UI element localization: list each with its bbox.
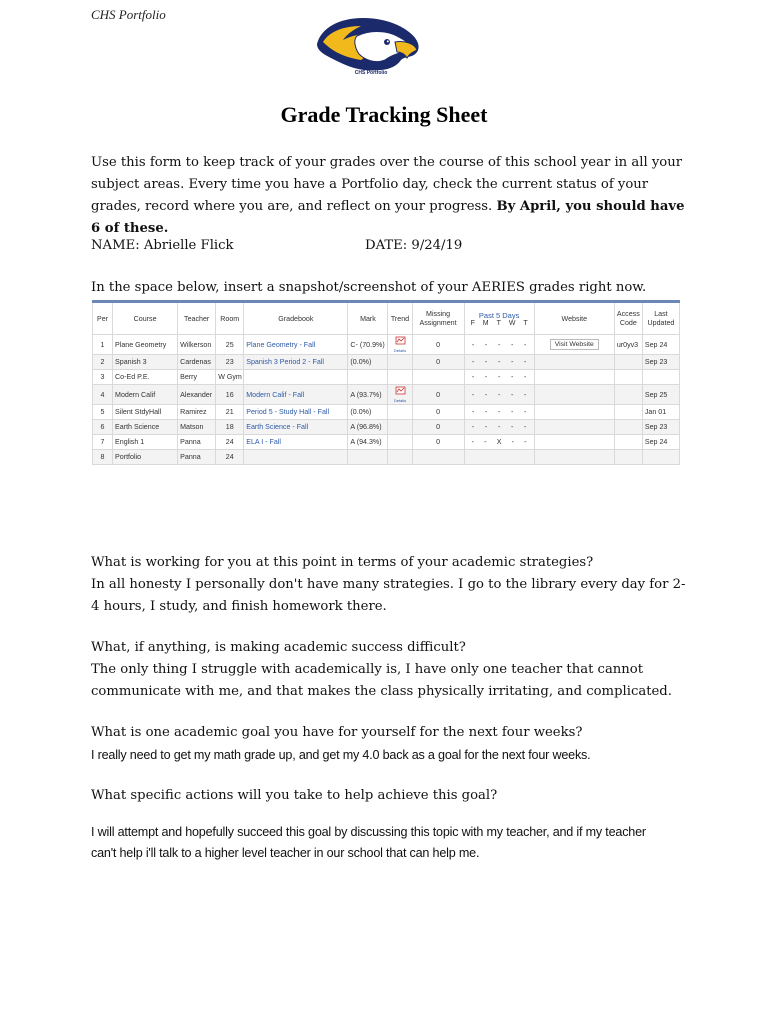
cell-mark: (0.0%) — [348, 355, 388, 370]
day-status: - — [523, 358, 527, 366]
day-status: - — [524, 438, 527, 446]
cell-past-days — [464, 435, 534, 450]
cell-course: Plane Geometry — [113, 335, 178, 355]
day-status: X — [496, 438, 502, 446]
cell-gradebook-link — [244, 450, 348, 465]
day-status: - — [523, 423, 527, 431]
cell-past-days — [464, 370, 534, 385]
cell-per: 8 — [93, 450, 113, 465]
day-status: - — [497, 423, 501, 431]
cell-website — [534, 355, 614, 370]
cell-trend — [388, 355, 412, 370]
cell-missing: 0 — [412, 435, 464, 450]
cell-gradebook-link[interactable]: Spanish 3 Period 2 - Fall — [244, 355, 348, 370]
past-days-label: Past 5 Days — [478, 310, 520, 320]
table-row — [93, 420, 680, 435]
question-1: What is working for you at this point in terms of your academic strategies? — [91, 555, 594, 570]
cell-trend — [388, 405, 412, 420]
cell-gradebook-link — [244, 370, 348, 385]
cell-per: 5 — [93, 405, 113, 420]
cell-trend — [388, 450, 412, 465]
trend-details-label[interactable]: Details — [393, 398, 407, 403]
visit-website-button[interactable]: Visit Website — [550, 339, 599, 350]
day-status: - — [471, 358, 475, 366]
col-teacher[interactable]: Teacher — [178, 302, 216, 335]
cell-gradebook-link[interactable]: Modern Calif - Fall — [244, 385, 348, 405]
table-row — [93, 355, 680, 370]
cell-course: Spanish 3 — [113, 355, 178, 370]
day-status: - — [484, 438, 487, 446]
cell-teacher: Matson — [178, 420, 216, 435]
cell-room: 16 — [216, 385, 244, 405]
day-status: - — [484, 408, 488, 416]
day-status: - — [510, 340, 514, 349]
day-status: - — [471, 373, 475, 381]
cell-website — [534, 420, 614, 435]
day-status: - — [523, 340, 527, 349]
cell-last-updated: Sep 23 — [642, 420, 679, 435]
cell-mark — [348, 450, 388, 465]
day-status: - — [497, 390, 501, 399]
cell-access-code — [614, 420, 642, 435]
cell-last-updated — [642, 450, 679, 465]
cell-last-updated: Sep 24 — [642, 435, 679, 450]
col-course[interactable]: Course — [113, 302, 178, 335]
cell-last-updated — [642, 370, 679, 385]
col-per: Per — [93, 302, 113, 335]
snapshot-instruction: In the space below, insert a snapshot/screenshot of your AERIES grades right now. — [91, 280, 647, 295]
cell-last-updated: Sep 23 — [642, 355, 679, 370]
page-title: Grade Tracking Sheet — [280, 102, 488, 127]
cell-last-updated: Jan 01 — [642, 405, 679, 420]
cell-access-code: ur0yv3 — [614, 335, 642, 355]
cell-website — [534, 385, 614, 405]
day-status: - — [511, 438, 515, 446]
cell-room: W Gym — [216, 370, 244, 385]
day-status: - — [484, 340, 488, 349]
cell-mark — [348, 370, 388, 385]
cell-room: 23 — [216, 355, 244, 370]
table-row — [93, 450, 680, 465]
day-letter: T — [496, 319, 501, 327]
day-status: - — [471, 438, 475, 446]
cell-mark: A (93.7%) — [348, 385, 388, 405]
cell-room: 24 — [216, 450, 244, 465]
day-status: - — [471, 390, 475, 399]
cell-per: 1 — [93, 335, 113, 355]
day-status: - — [471, 423, 475, 431]
cell-course: English 1 — [113, 435, 178, 450]
day-letter: M — [482, 319, 489, 327]
header-label: CHS Portfolio — [91, 7, 166, 22]
cell-missing — [412, 370, 464, 385]
day-letter: T — [523, 319, 528, 327]
grades-table — [92, 300, 680, 465]
col-mark[interactable]: Mark — [348, 302, 388, 335]
col-trend: Trend — [388, 302, 412, 335]
cell-access-code — [614, 385, 642, 405]
cell-course: Silent StdyHall — [113, 405, 178, 420]
cell-past-days — [464, 335, 534, 355]
day-status: - — [523, 390, 527, 399]
cell-past-days — [464, 355, 534, 370]
cell-gradebook-link[interactable]: ELA I - Fall — [244, 435, 348, 450]
cell-access-code — [614, 370, 642, 385]
cell-teacher: Wilkerson — [178, 335, 216, 355]
cell-missing: 0 — [412, 355, 464, 370]
day-status: - — [510, 358, 514, 366]
cell-website — [534, 450, 614, 465]
cell-room: 18 — [216, 420, 244, 435]
cell-missing: 0 — [412, 335, 464, 355]
col-website: Website — [534, 302, 614, 335]
col-room[interactable]: Room — [216, 302, 244, 335]
cell-past-days — [464, 420, 534, 435]
cell-website — [534, 370, 614, 385]
cell-course: Modern Calif — [113, 385, 178, 405]
cell-course: Portfolio — [113, 450, 178, 465]
day-letter: F — [470, 319, 475, 327]
student-name: NAME: Abrielle Flick — [91, 238, 234, 253]
cell-mark: (0.0%) — [348, 405, 388, 420]
cell-website — [534, 435, 614, 450]
cell-trend[interactable] — [388, 335, 412, 355]
answer-3: I really need to get my math grade up, and get my 4.0 back as a goal for the next four weeks. — [91, 748, 591, 762]
cell-teacher: Cardenas — [178, 355, 216, 370]
cell-course: Earth Science — [113, 420, 178, 435]
day-status: - — [523, 373, 527, 381]
day-status: - — [484, 390, 488, 399]
question-3: What is one academic goal you have for yourself for the next four weeks? — [91, 725, 583, 740]
day-status: - — [497, 373, 501, 381]
cell-last-updated: Sep 25 — [642, 385, 679, 405]
cell-past-days — [464, 405, 534, 420]
day-status: - — [497, 358, 501, 366]
cell-per: 3 — [93, 370, 113, 385]
table-row — [93, 385, 680, 405]
date-field: DATE: 9/24/19 — [365, 238, 463, 253]
col-gradebook[interactable]: Gradebook — [244, 302, 348, 335]
cell-mark: A (94.3%) — [348, 435, 388, 450]
intro-text: Use this form to keep track of your grades over the course of this school year in all your subject areas. Every time you have a Portfolio day, check the current status of your grades, record where you are, and reflect on your progress. — [91, 155, 683, 214]
cell-per: 6 — [93, 420, 113, 435]
cell-teacher: Panna — [178, 450, 216, 465]
col-past-days — [464, 302, 534, 335]
cell-room: 21 — [216, 405, 244, 420]
col-updated: Last Updated — [642, 302, 679, 335]
question-2: What, if anything, is making academic success difficult? — [91, 640, 466, 655]
intro-paragraph — [91, 152, 691, 240]
cell-access-code — [614, 450, 642, 465]
grades-header-row — [93, 302, 680, 335]
cell-teacher: Alexander — [178, 385, 216, 405]
day-status: - — [484, 358, 488, 366]
cell-room: 25 — [216, 335, 244, 355]
cell-last-updated: Sep 24 — [642, 335, 679, 355]
cell-gradebook-link[interactable]: Earth Science - Fall — [244, 420, 348, 435]
cell-access-code — [614, 355, 642, 370]
cell-access-code — [614, 435, 642, 450]
day-status: - — [471, 408, 475, 416]
cell-gradebook-link[interactable]: Plane Geometry - Fall — [244, 335, 348, 355]
question-4: What specific actions will you take to help achieve this goal? — [91, 788, 498, 803]
cell-trend — [388, 435, 412, 450]
cell-website — [534, 335, 614, 355]
table-row — [93, 405, 680, 420]
col-access: Access Code — [614, 302, 642, 335]
day-status: - — [523, 408, 527, 416]
cell-missing — [412, 450, 464, 465]
cell-missing: 0 — [412, 385, 464, 405]
day-status: - — [510, 373, 514, 381]
day-status: - — [471, 340, 475, 349]
cell-per: 2 — [93, 355, 113, 370]
day-status: - — [484, 373, 488, 381]
answer-1: In all honesty I personally don't have many strategies. I go to the library every day for 2-4 hours, I study, and finish homework there. — [91, 577, 686, 614]
cell-missing: 0 — [412, 420, 464, 435]
cell-room: 24 — [216, 435, 244, 450]
day-status: - — [497, 340, 501, 349]
cell-past-days — [464, 385, 534, 405]
day-status: - — [510, 408, 514, 416]
col-missing: Missing Assignment — [412, 302, 464, 335]
grades-body — [93, 335, 680, 465]
cell-gradebook-link[interactable]: Period 5 - Study Hall - Fall — [244, 405, 348, 420]
intro-bold-text: By April, you should have 6 of these. — [91, 199, 685, 236]
cell-per: 4 — [93, 385, 113, 405]
trend-details-label[interactable]: Details — [393, 348, 407, 353]
cell-mark: C- (70.9%) — [348, 335, 388, 355]
cell-teacher: Berry — [178, 370, 216, 385]
cell-teacher: Ramirez — [178, 405, 216, 420]
day-status: - — [484, 423, 488, 431]
cell-trend — [388, 370, 412, 385]
cell-course: Co-Ed P.E. — [113, 370, 178, 385]
day-letter: W — [508, 319, 516, 327]
cell-mark: A (96.8%) — [348, 420, 388, 435]
table-row — [93, 370, 680, 385]
answer-2: The only thing I struggle with academically is, I have only one teacher that cannot communicate with me, and that makes the class physically irritating, and complicated. — [91, 662, 672, 699]
day-letters — [467, 320, 532, 327]
cell-access-code — [614, 405, 642, 420]
day-status: - — [510, 390, 514, 399]
cell-website — [534, 405, 614, 420]
cell-trend — [388, 420, 412, 435]
answer-4: I will attempt and hopefully succeed this goal by discussing this topic with my teacher, and if my teacher can't help i'll talk to a higher level teacher in our school that can help me. — [91, 825, 646, 860]
cell-missing: 0 — [412, 405, 464, 420]
logo-caption: CHS Portfolio — [354, 70, 388, 76]
cell-per: 7 — [93, 435, 113, 450]
day-status: - — [497, 408, 501, 416]
cell-past-days — [464, 450, 534, 465]
cell-teacher: Panna — [178, 435, 216, 450]
grades-screenshot — [92, 300, 680, 472]
cell-trend[interactable] — [388, 385, 412, 405]
table-row — [93, 435, 680, 450]
table-row — [93, 335, 680, 355]
day-status: - — [510, 423, 514, 431]
